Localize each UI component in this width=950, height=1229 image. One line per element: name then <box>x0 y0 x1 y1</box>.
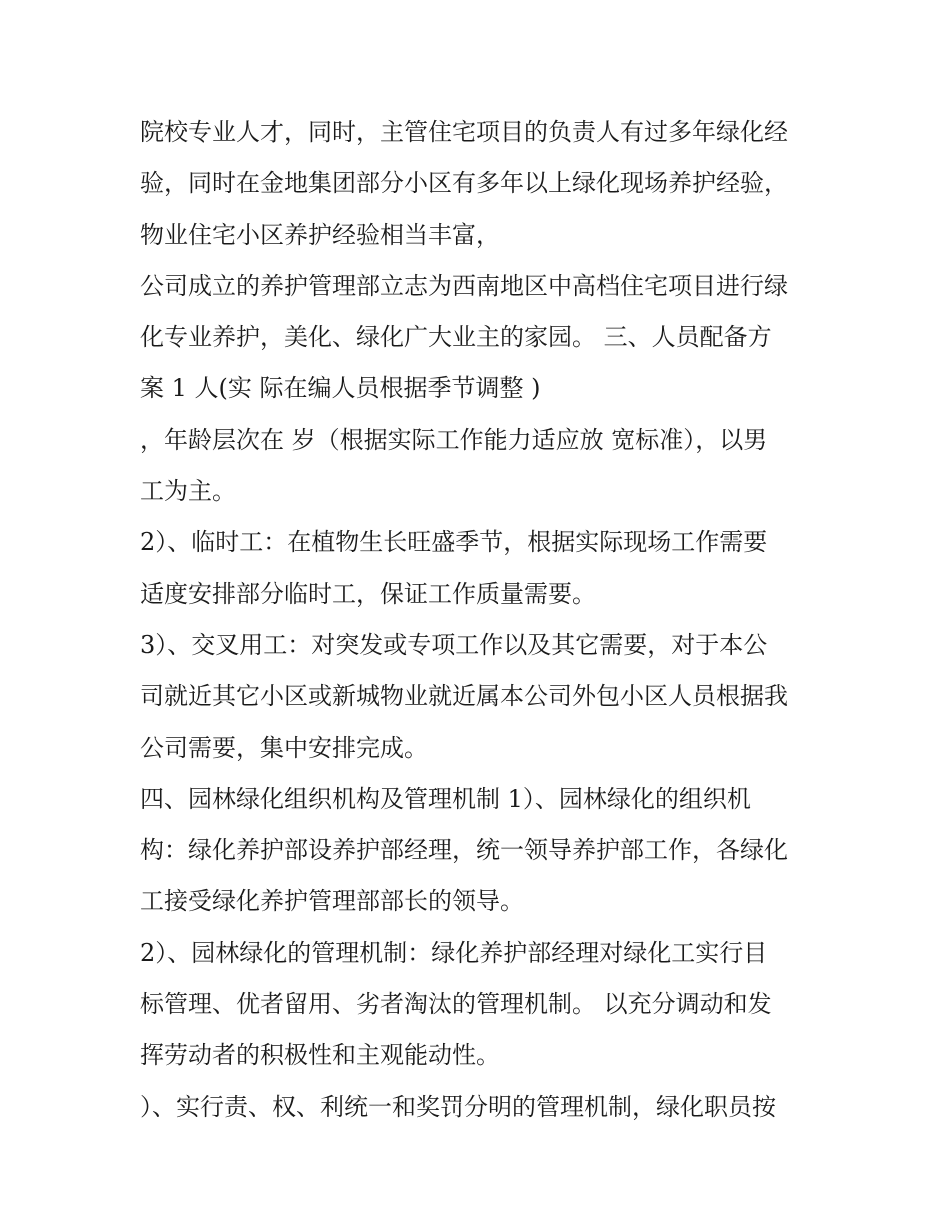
text-line: ，年龄层次在 岁（根据实际工作能力适应放 宽标准），以男 <box>140 425 768 454</box>
text-line: 验，同时在金地集团部分小区有多年以上绿化现场养护经验， <box>140 169 788 198</box>
text-line: 化专业养护，美化、绿化广大业主的家园。 三、人员配备方 <box>140 323 772 352</box>
text-line: 标管理、优者留用、劣者淘汰的管理机制。 以充分调动和发 <box>140 990 772 1019</box>
text-line: 公司成立的养护管理部立志为西南地区中高档住宅项目进行绿 <box>140 271 788 300</box>
text-line: 院校专业人才，同时，主管住宅项目的负责人有过多年绿化经 <box>140 118 788 146</box>
text-line: 挥劳动者的积极性和主观能动性。 <box>140 1041 500 1070</box>
text-line: 适度安排部分临时工，保证工作质量需要。 <box>140 579 596 608</box>
text-line: 2）、园林绿化的管理机制：绿化养护部经理对绿化工实行目 <box>140 938 768 967</box>
text-line: 物业住宅小区养护经验相当丰富， <box>140 220 500 249</box>
text-line: ）、实行责、权、利统一和奖罚分明的管理机制，绿化职员按 <box>140 1092 776 1121</box>
text-line: 公司需要，集中安排完成。 <box>140 733 428 762</box>
text-line: 司就近其它小区或新城物业就近属本公司外包小区人员根据我 <box>140 682 788 711</box>
text-line: 案 1 人(实 际在编人员根据季节调整 ) <box>140 374 541 403</box>
text-line: 2）、临时工：在植物生长旺盛季节，根据实际现场工作需要 <box>140 528 768 557</box>
text-line: 工接受绿化养护管理部部长的领导。 <box>140 887 524 916</box>
document-body <box>140 107 830 1133</box>
text-line: 工为主。 <box>140 477 236 506</box>
text-line: 构：绿化养护部设养护部经理，统一领导养护部工作，各绿化 <box>140 836 788 865</box>
text-line: 四、园林绿化组织机构及管理机制 1）、园林绿化的组织机 <box>140 784 751 813</box>
text-line: 3）、交叉用工：对突发或专项工作以及其它需要，对于本公 <box>140 630 768 659</box>
